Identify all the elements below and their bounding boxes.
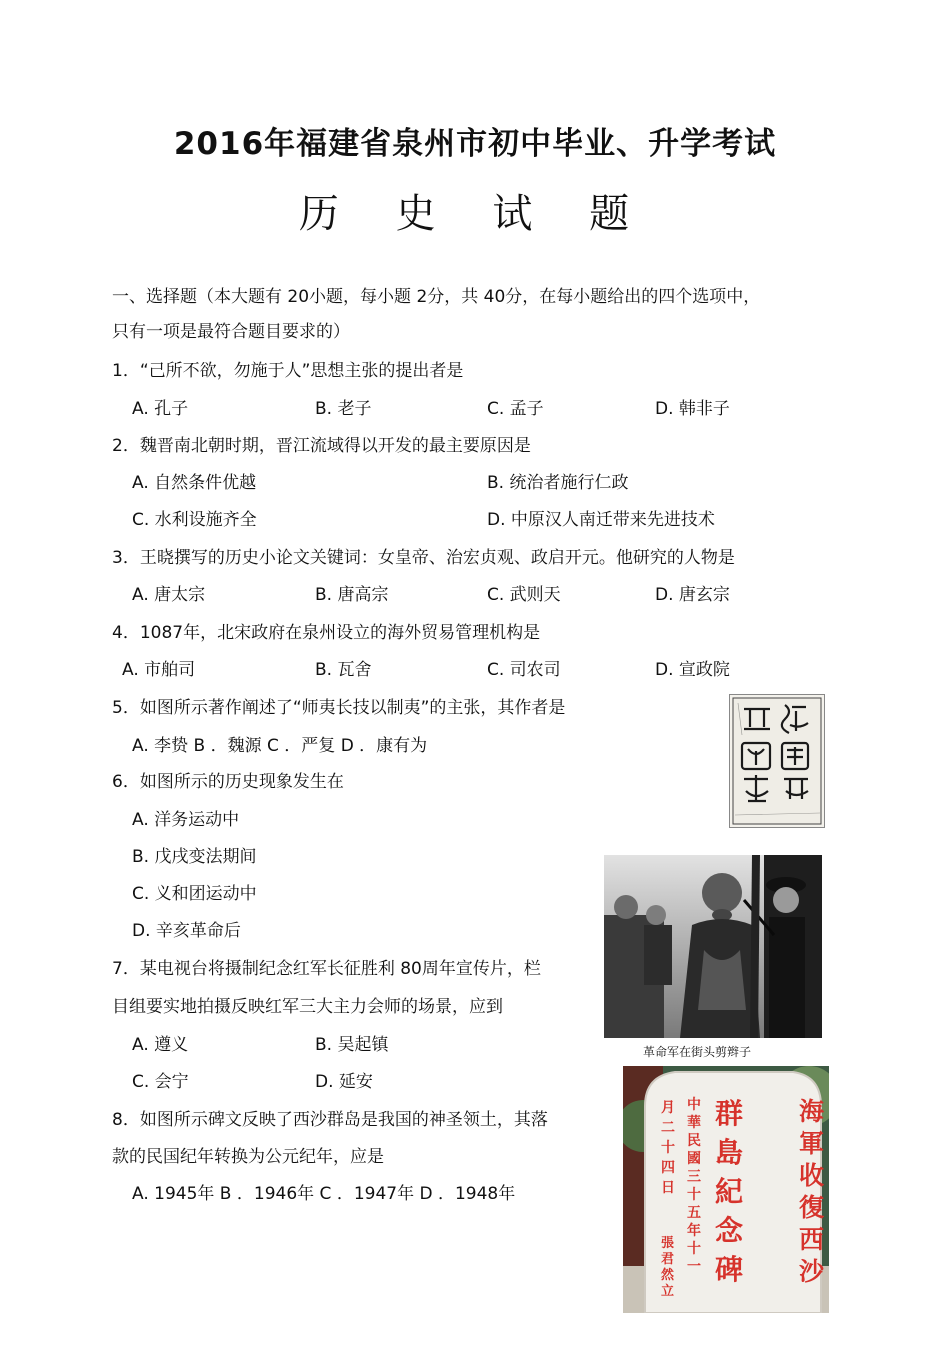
q6-option-a: A. 洋务运动中	[132, 810, 240, 830]
stele-inscription-date-cont: 月二十四日	[661, 1100, 675, 1196]
section-heading-cont: 只有一项是最符合题目要求的）	[112, 322, 350, 342]
q3-option-c: C. 武则天	[487, 585, 561, 605]
xisha-stele-image	[623, 1066, 829, 1313]
q8-stem: 8．如图所示碑文反映了西沙群岛是我国的神圣领土，其落	[112, 1110, 548, 1130]
q2-option-d: D. 中原汉人南迁带来先进技术	[487, 510, 715, 530]
q2-stem: 2．魏晋南北朝时期，晋江流域得以开发的最主要原因是	[112, 436, 531, 456]
q4-option-a: A. 市舶司	[122, 660, 196, 680]
q1-option-b: B. 老子	[315, 399, 372, 419]
photo-graphic	[604, 855, 822, 1038]
q4-stem: 4．1087年，北宋政府在泉州设立的海外贸易管理机构是	[112, 623, 541, 643]
q3-option-d: D. 唐玄宗	[655, 585, 730, 605]
q1-option-a: A. 孔子	[132, 399, 189, 419]
q8-options: A. 1945年 B ．1946年 C ．1947年 D ．1948年	[132, 1184, 516, 1204]
q4-option-b: B. 瓦舍	[315, 660, 372, 680]
q7-option-a: A. 遵义	[132, 1035, 189, 1055]
stele-inscription-title: 群島紀念碑	[715, 1097, 744, 1286]
q2-option-b: B. 统治者施行仁政	[487, 473, 629, 493]
q7-stem-cont: 目组要实地拍摄反映红军三大主力会师的场景，应到	[112, 997, 503, 1017]
q3-option-b: B. 唐高宗	[315, 585, 389, 605]
queue-cutting-photo	[604, 855, 822, 1038]
q3-stem: 3．王晓撰写的历史小论文关键词：女皇帝、治宏贞观、政启开元。他研究的人物是	[112, 548, 735, 568]
q6-option-c: C. 义和团运动中	[132, 884, 257, 904]
q4-option-c: C. 司农司	[487, 660, 561, 680]
stele-inscription-signature: 張君然立	[661, 1236, 675, 1299]
q3-option-a: A. 唐太宗	[132, 585, 206, 605]
stele-inscription-main: 海軍收復西沙	[799, 1097, 825, 1286]
q5-stem: 5．如图所示著作阐述了“师夷长技以制夷”的主张，其作者是	[112, 698, 566, 718]
q6-option-b: B. 戊戌变法期间	[132, 847, 257, 867]
q6-stem: 6．如图所示的历史现象发生在	[112, 772, 344, 792]
haiguo-tuzhi-seal-image	[729, 694, 825, 828]
exam-subtitle: 历 史 试 题	[298, 191, 652, 237]
q7-option-d: D. 延安	[315, 1072, 373, 1092]
photo-caption: 革命军在街头剪辫子	[643, 1045, 752, 1059]
q4-option-d: D. 宣政院	[655, 660, 730, 680]
q7-option-c: C. 会宁	[132, 1072, 189, 1092]
stele-inscription-date: 中華民國三十五年十一	[687, 1097, 701, 1275]
q2-option-a: A. 自然条件优越	[132, 473, 257, 493]
q1-stem: 1．“己所不欲，勿施于人”思想主张的提出者是	[112, 361, 464, 381]
seal-graphic	[730, 695, 824, 827]
q2-option-c: C. 水利设施齐全	[132, 510, 257, 530]
q1-option-c: C. 孟子	[487, 399, 544, 419]
q1-option-d: D. 韩非子	[655, 399, 730, 419]
q7-stem: 7．某电视台将摄制纪念红军长征胜利 80周年宣传片，栏	[112, 959, 541, 979]
q5-options: A. 李贽 B ．魏源 C ．严复 D ．康有为	[132, 736, 428, 756]
q8-stem-cont: 款的民国纪年转换为公元纪年，应是	[112, 1147, 384, 1167]
exam-title: 2016年福建省泉州市初中毕业、升学考试	[173, 126, 777, 162]
q6-option-d: D. 辛亥革命后	[132, 921, 241, 941]
q7-option-b: B. 吴起镇	[315, 1035, 389, 1055]
section-heading: 一、选择题（本大题有 20小题，每小题 2分，共 40分，在每小题给出的四个选项中，	[112, 287, 761, 307]
